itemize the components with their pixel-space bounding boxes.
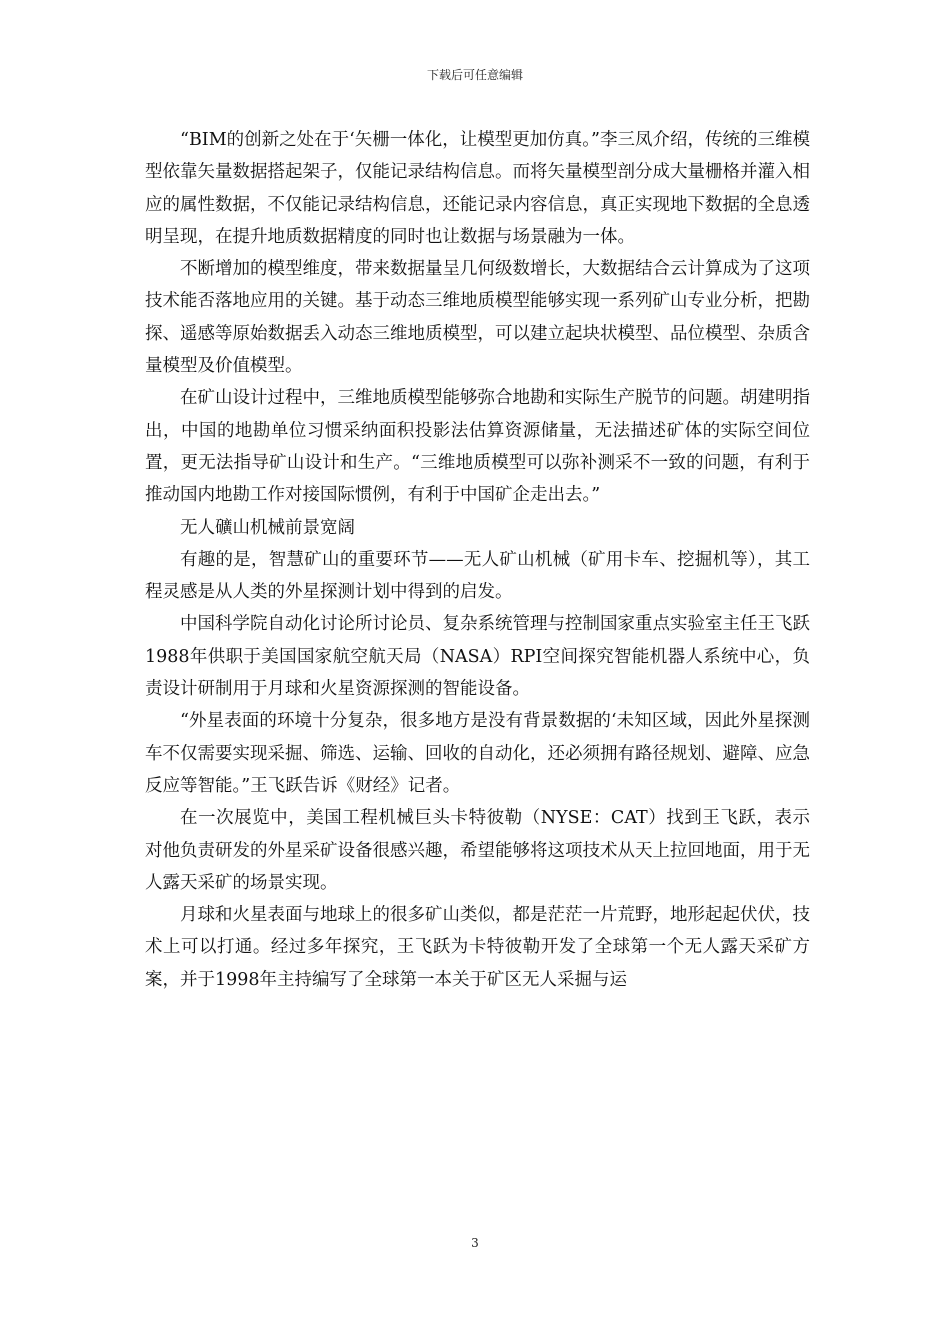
paragraph-mine-design: 在矿山设计过程中，三维地质模型能够弥合地勘和实际生产脱节的问题。胡建明指出，中国的地勘单位习惯采纳面积投影法估算资源储量，无法描述矿体的实际空间位置，更无法指导矿山设计和生产。“三维地质模型可以弥补测采不一致的问题，有利于推动国内地勘工作对接国际惯例，有利于中国矿企走出去。” bbox=[145, 388, 810, 506]
paragraph-model-dimensions: 不断增加的模型维度，带来数据量呈几何级数增长，大数据结合云计算成为了这项技术能否落地应用的关键。基于动态三维地质模型能够实现一系列矿山专业分析，把勘探、遥感等原始数据丢入动态三维地质模型，可以建立起块状模型、品位模型、杂质含量模型及价值模型。 bbox=[145, 259, 810, 377]
paragraph-bim-innovation: “BIM的创新之处在于‘矢栅一体化，让模型更加仿真。”李三凤介绍，传统的三维模型依靠矢量数据搭起架子，仅能记录结构信息。而将矢量模型剖分成大量栅格并灌入相应的属性数据，不仅能记录结构信息，还能记录内容信息，真正实现地下数据的全息透明呈现，在提升地质数据精度的同时也让数据与场景融为一体。 bbox=[145, 130, 810, 247]
section-heading: 无人礦山机械前景宽阔 bbox=[180, 517, 355, 538]
page-number: 3 bbox=[471, 1236, 479, 1250]
paragraph-wang-feiyue-nasa: 中国科学院自动化讨论所讨论员、复杂系统管理与控制国家重点实验室主任王飞跃1988年供职于美国国家航空航天局（NASA）RPI空间探究智能机器人系统中心，负责设计研制用于月球和火星资源探测的智能设备。 bbox=[145, 614, 810, 700]
paragraph-moon-mars-surface: 月球和火星表面与地球上的很多矿山类似，都是茫茫一片荒野，地形起起伏伏，技术上可以打通。经过多年探究，王飞跃为卡特彼勒开发了全球第一个无人露天采矿方案，并于1998年主持编写了全球第一本关于矿区无人采掘与运 bbox=[145, 905, 810, 990]
document-body bbox=[145, 124, 810, 996]
paragraph-caterpillar-exhibition: 在一次展览中，美国工程机械巨头卡特彼勒（NYSE：CAT）找到王飞跃，表示对他负责研发的外星采矿设备很感兴趣，希望能够将这项技术从天上拉回地面，用于无人露天采矿的场景实现。 bbox=[145, 808, 810, 893]
paragraph-unmanned-machinery: 有趣的是，智慧矿山的重要环节——无人矿山机械（矿用卡车、挖掘机等），其工程灵感是从人类的外星探测计划中得到的启发。 bbox=[145, 549, 810, 603]
page-header: 下载后可任意编辑 bbox=[426, 68, 523, 82]
paragraph-extraterrestrial-environment: “外星表面的环境十分复杂，很多地方是没有背景数据的‘未知区域，因此外星探测车不仅需要实现采掘、筛选、运输、回收的自动化，还必须拥有路径规划、避障、应急反应等智能。”王飞跃告诉《财经》记者。 bbox=[145, 711, 810, 796]
